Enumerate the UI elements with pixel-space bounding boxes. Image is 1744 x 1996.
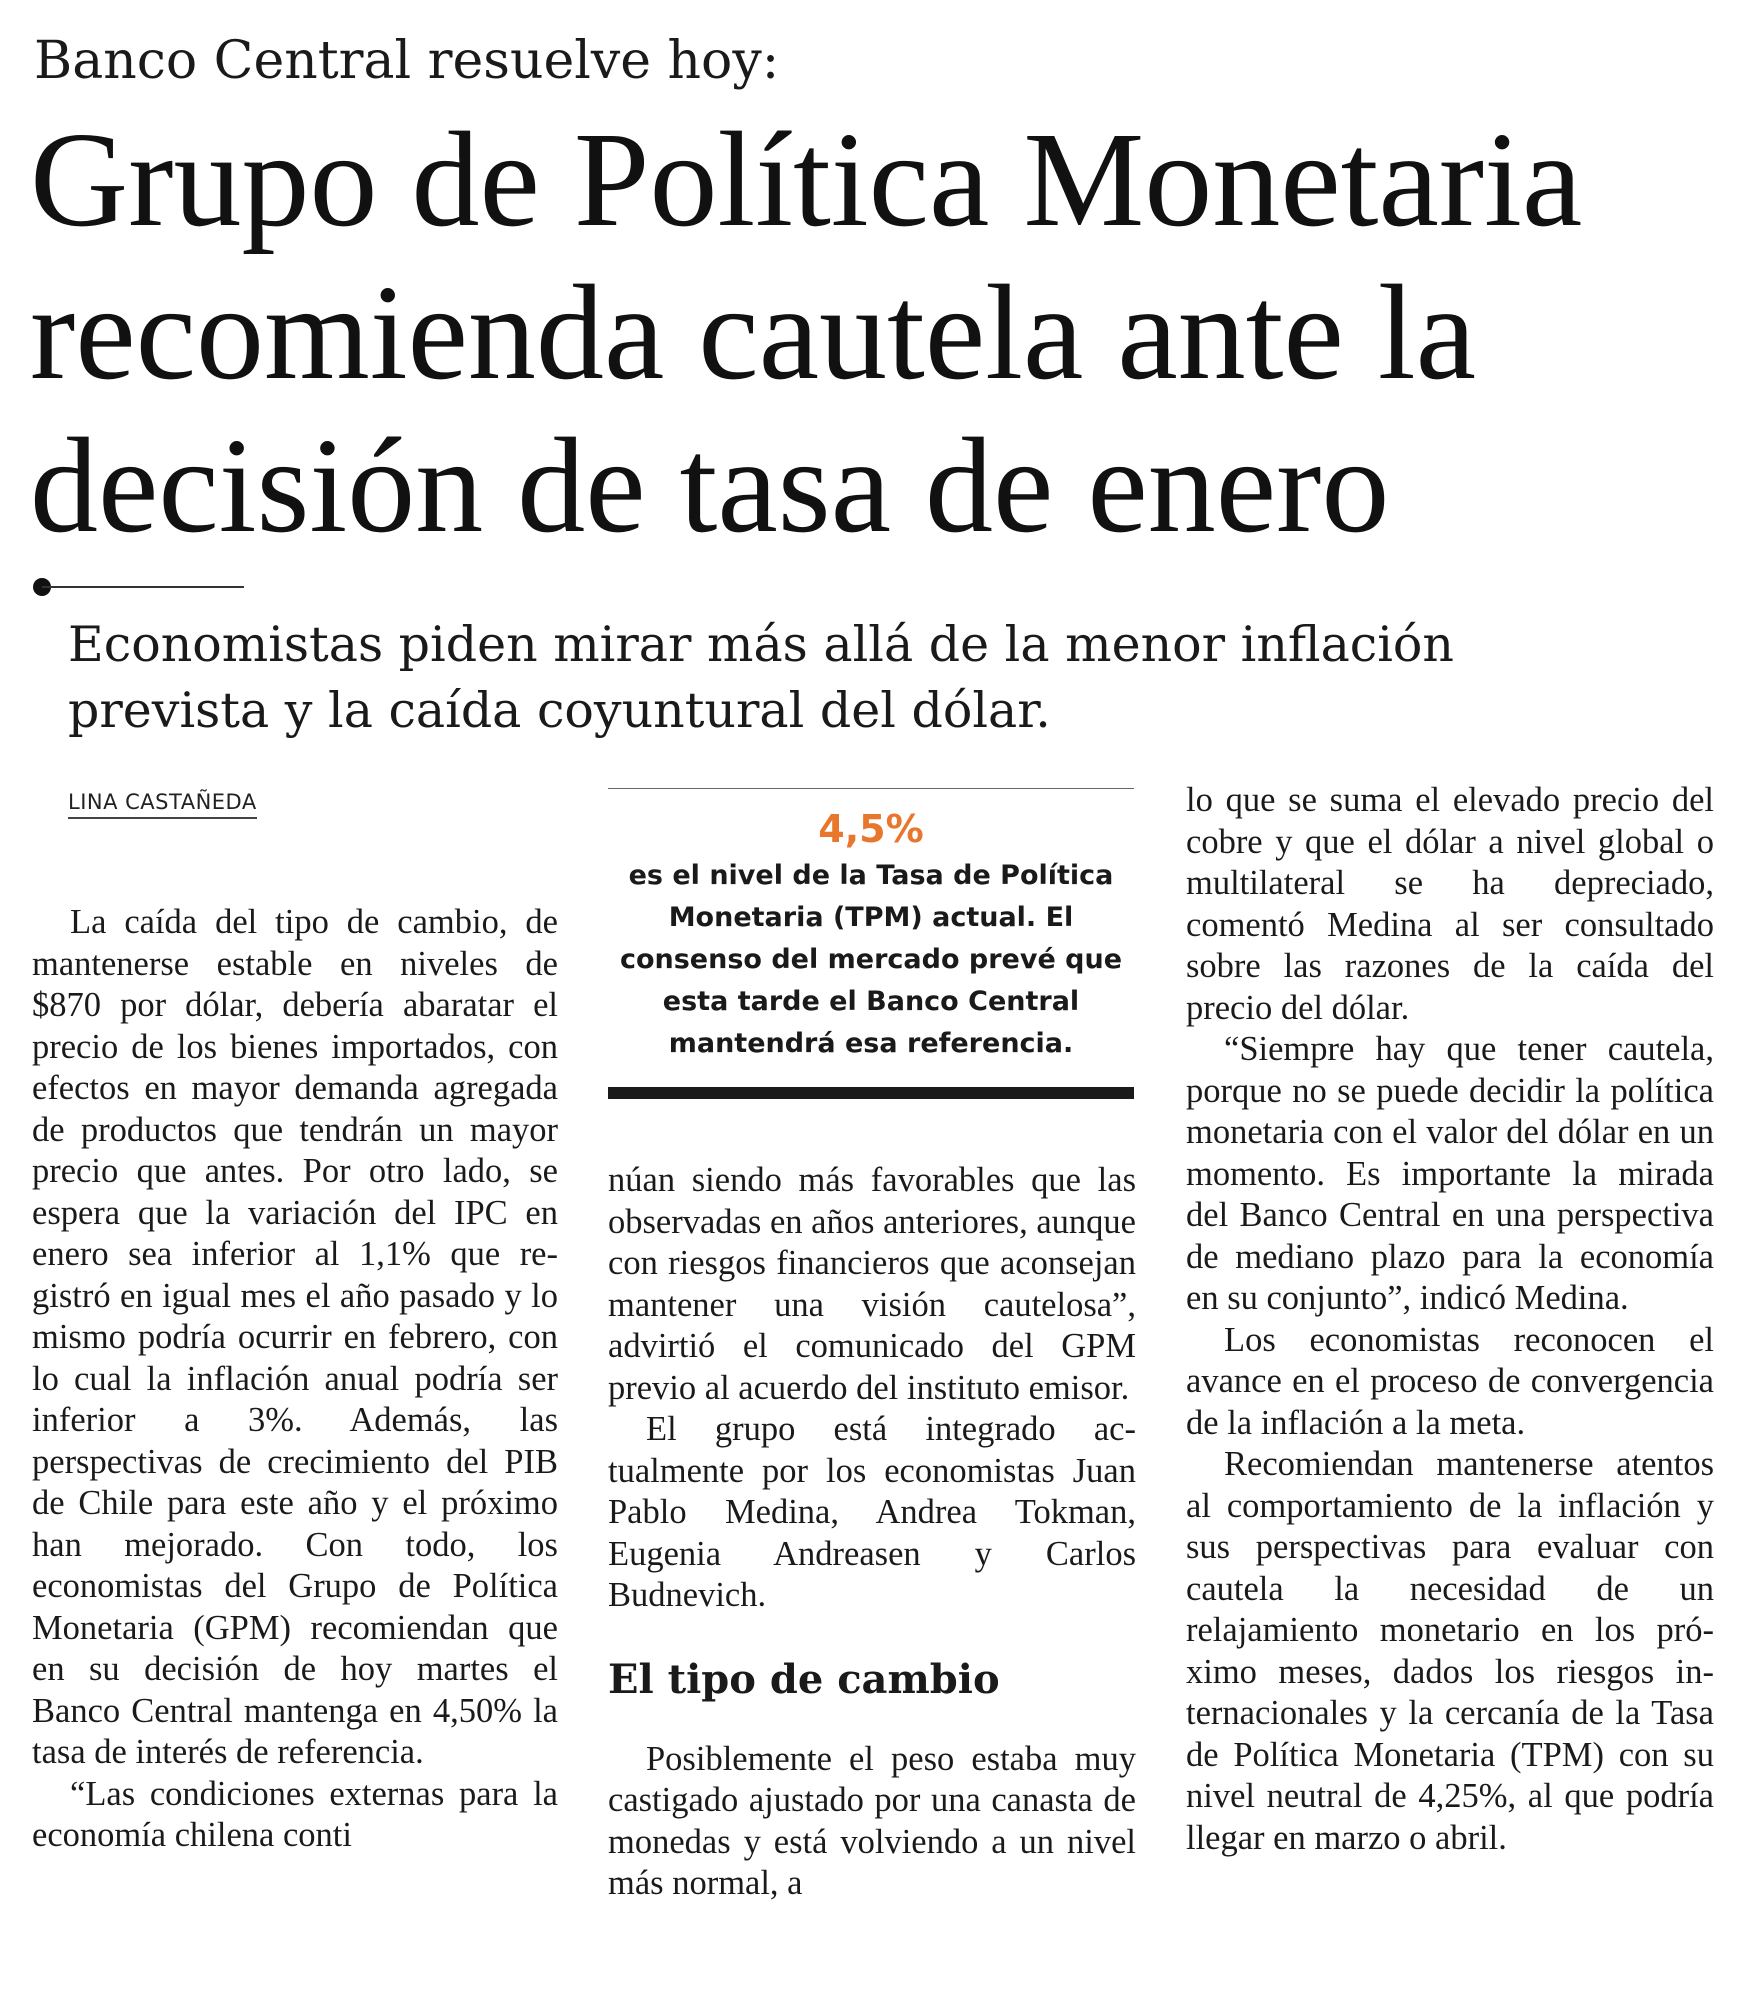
body-paragraph: Posiblemente el peso estaba muy castigado ajustado por una canasta de monedas y está volviendo a un nivel más normal, a [608, 1739, 1136, 1902]
callout-line: consenso del mercado prevé que [619, 944, 1123, 975]
body-paragraph: núan siendo más favorables que las observadas en años anteriores, aunque con riesgos financieros que aconsejan mantener una visión cautelosa”, advirtió el comunicado del GPM previo al acuerdo del instituto emisor. [608, 1161, 1136, 1407]
byline: LINA CASTAÑEDA [68, 790, 257, 819]
body-paragraph: “Siempre hay que tener cautela, porque no se puede decidir la política monetaria con el valor del dólar en un momento. Es importante la mirada del Banco Central en una perspectiva de mediano plazo para la economía en su conjunto”, indicó Medina. [1186, 1030, 1714, 1317]
body-column-1 [32, 902, 558, 1857]
body-paragraph: lo que se suma el elevado precio del cobre y que el dólar a nivel global o multilateral se ha depreciado, comentó Medina al ser consultado sobre las razones de la caída del precio del dólar. [1186, 781, 1714, 1027]
callout-box [608, 788, 1134, 1099]
body-paragraph: Recomiendan mantenerse atentos al comportamiento de la inflación y sus perspectivas para evaluar con cautela la necesidad de un relajamiento monetario en los próximo meses, dados los riesgos internacionales y la cercanía de la Tasa de Política Monetaria (TPM) con su nivel neutral de 4,25%, al que podría llegar en marzo o abril. [1186, 1445, 1714, 1857]
body-paragraph: “Las condiciones externas para la economía chilena conti [32, 1774, 558, 1854]
headline [30, 104, 1720, 563]
section-subhead: El tipo de cambio [608, 1655, 1000, 1703]
body-paragraph: Los economistas reconocen el avance en el proceso de convergencia de la inflación a la meta. [1186, 1320, 1714, 1442]
headline-line: recomienda cautela ante la [30, 258, 1476, 408]
body-paragraph: El grupo está integrado actualmente por los economistas Juan Pablo Medina, Andrea Tokman, Eugenia Andreasen y Carlos Budnevich. [608, 1410, 1136, 1614]
rule-divider [42, 586, 244, 588]
deck-line: Economistas piden mirar más allá de la menor inflación [68, 616, 1454, 673]
callout-bottom-bar [608, 1087, 1134, 1099]
body-column-3 [1186, 780, 1714, 1859]
kicker: Banco Central resuelve hoy: [34, 31, 780, 91]
headline-line: Grupo de Política Monetaria [30, 105, 1583, 255]
body-paragraph: La caída del tipo de cambio, de mantenerse estable en niveles de $870 por dólar, debería abaratar el precio de los bienes importados, con efectos en mayor demanda agregada de productos que tendrán un mayor precio que antes. Por otro lado, se espera que la variación del IPC en enero sea inferior al 1,1% que registró en igual mes el año pasado y lo mismo podría ocurrir en febrero, con lo cual la inflación anual podría ser inferior a 3%. Además, las perspectivas de crecimiento del PIB de Chile para este año y el próximo han mejorado. Con todo, los economistas del Grupo de Política Monetaria (GPM) recomiendan que en su decisión de hoy martes el Banco Central mantenga en 4,50% la tasa de interés de referencia. [32, 903, 558, 1771]
deck-subtitle [68, 612, 1454, 744]
callout-top-rule [608, 788, 1134, 789]
callout-value: 4,5% [818, 807, 924, 851]
callout-line: Monetaria (TPM) actual. El [668, 902, 1074, 933]
callout-line: mantendrá esa referencia. [668, 1028, 1074, 1059]
callout-line: es el nivel de la Tasa de Política [628, 860, 1114, 891]
callout-text [608, 855, 1134, 1065]
headline-line: decisión de tasa de enero [30, 411, 1390, 561]
callout-line: esta tarde el Banco Central [662, 986, 1080, 1017]
deck-line: prevista y la caída coyuntural del dólar. [68, 682, 1051, 739]
body-column-2 [608, 1160, 1136, 1905]
